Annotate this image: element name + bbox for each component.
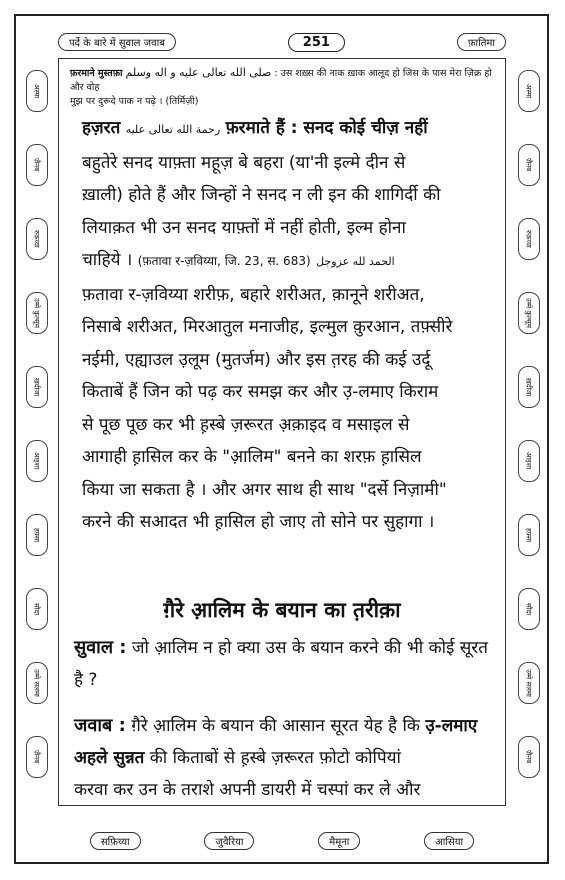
body-line: लियाक़त भी उन सनद याफ़्तों में नहीं होती, इल्म होना bbox=[82, 217, 406, 238]
side-badge: सौदा bbox=[518, 588, 540, 630]
side-badge: उम्मे कुल्सूम bbox=[26, 292, 48, 334]
side-badge: आइशा bbox=[26, 440, 48, 482]
footer-tag: आसिया bbox=[424, 832, 474, 850]
body-line: से पूछ पूछ कर भी ह़स्बे ज़रूरत अ़क़ाइद व मसाइल से bbox=[82, 414, 410, 435]
note-arabic: صلى الله تعالى عليه و اله وسلم bbox=[125, 66, 272, 79]
body-line-1 bbox=[82, 112, 502, 147]
arabic-blessing: رحمة الله تعالى عليه bbox=[125, 123, 221, 136]
header-right-tag: फ़ातिमा bbox=[457, 33, 506, 51]
main-text bbox=[82, 112, 502, 539]
footer-tag: जुवैरिया bbox=[204, 832, 254, 850]
answer-line-2: की किताबों से ह़स्बे ज़रूरत फ़ोटो कोपियां bbox=[149, 748, 401, 768]
answer-block bbox=[74, 710, 504, 806]
page-number: 251 bbox=[288, 33, 345, 52]
hadith-note bbox=[70, 66, 500, 109]
note-label: फ़रमाने मुस्तफ़ा bbox=[70, 68, 123, 79]
reference: (फ़तावा र-ज़विय्या, जि. 23, स. 683) bbox=[137, 254, 311, 268]
side-badge: अस्मा bbox=[518, 70, 540, 112]
question-label: सुवाल : bbox=[74, 637, 127, 658]
footer-tag: सफ़िय्या bbox=[90, 832, 141, 850]
body-line-5 bbox=[82, 244, 502, 279]
side-badge: उम्मे कुल्सूम bbox=[518, 292, 540, 334]
answer-line-2-bold: अहले सुन्नत bbox=[74, 748, 145, 768]
body-line: नईमी, एह्याउल उ़लूम (मुतर्जम) और इस त़रह की कई उर्दू bbox=[82, 349, 431, 370]
body-line-5-start: चाहिये । bbox=[82, 250, 133, 270]
side-badge: रुक़य्या bbox=[26, 218, 48, 260]
footer-tag: मैमूना bbox=[318, 832, 360, 850]
header-left-tag: पर्दे के बारे में सुवाल जवाब bbox=[58, 33, 176, 51]
answer-text: ग़ैरे आ़लिम के बयान की आसान सूरत येह है कि bbox=[131, 716, 420, 736]
side-badge: ज़ैनब bbox=[518, 144, 540, 186]
side-badge: उम्मे सलमा bbox=[518, 662, 540, 704]
answer-bold: उ़-लमाए bbox=[425, 716, 478, 736]
body-line: आगाही ह़ासिल कर के "आ़लिम" बनने का शरफ़ ह़ासिल bbox=[82, 447, 422, 467]
page-footer bbox=[58, 830, 506, 852]
side-badge: अस्मा bbox=[26, 70, 48, 112]
side-badge: हफ़्सा bbox=[26, 514, 48, 556]
side-badge: ज़ैनब bbox=[518, 736, 540, 778]
note-text: : उस शख़्स की नाक ख़ाक आलूद हो जिस के पास मेरा ज़िक्र हो और वोह bbox=[70, 68, 492, 93]
body-line: निसाबे शरीअत, मिरआतुल मनाजीह, इल्मुल क़ुरआन, तफ़्सीरे bbox=[82, 317, 453, 337]
side-badge: आइशा bbox=[518, 440, 540, 482]
question-text: जो आ़लिम न हो क्या उस के बयान करने की भी कोई सूरत bbox=[131, 638, 488, 658]
side-badge: ज़ैनब bbox=[26, 736, 48, 778]
body-line: ख़ाली) होते हैं और जिन्हों ने सनद न ली इन की शागिर्दी की bbox=[82, 185, 441, 205]
side-badge: ख़दीजा bbox=[26, 366, 48, 408]
section-heading: ग़ैरे आ़लिम के बयान का त़रीक़ा bbox=[163, 598, 401, 622]
note-text-2: मुझ पर दुरूदे पाक न पढ़े । (तिर्मिज़ी) bbox=[70, 96, 199, 107]
question-text-2: है ? bbox=[74, 670, 98, 690]
side-badge: ज़ैनब bbox=[26, 144, 48, 186]
body-line: बहुतेरे सनद याफ़्ता महूज़ बे बहरा (या'नी इल्मे दीन से bbox=[82, 152, 406, 173]
body-line: करने की सआदत भी ह़ासिल हो जाए तो सोने पर सुहागा । bbox=[82, 512, 435, 532]
arabic-hamd: الحمد لله عزوجل bbox=[316, 255, 395, 268]
answer-label: जवाब : bbox=[74, 715, 126, 736]
answer-line-3: करवा कर उन के तराशे अपनी डायरी में चस्पां कर ले और bbox=[74, 780, 421, 800]
question-block bbox=[74, 632, 504, 696]
side-badge: रुक़य्या bbox=[518, 218, 540, 260]
page-header bbox=[58, 30, 506, 54]
hazrat-word: हज़रत bbox=[82, 118, 121, 138]
side-badge: हफ़्सा bbox=[518, 514, 540, 556]
side-badge: उम्मे सलमा bbox=[26, 662, 48, 704]
body-line: फ़तावा र-ज़विय्या शरीफ़, बहारे शरीअत, क़ानूने शरीअत, bbox=[82, 284, 425, 305]
body-line: किया जा सकता है । और अगर साथ ही साथ "दर्से निज़ामी" bbox=[82, 479, 447, 500]
body-line-1-rest: फ़रमाते हैं : सनद कोई चीज़ नहीं bbox=[225, 118, 428, 138]
body-line: किताबें हैं जिन को पढ़ कर समझ कर और उ़-लमाए किराम bbox=[82, 382, 439, 402]
side-badge: सौदा bbox=[26, 588, 48, 630]
side-badge: ख़दीजा bbox=[518, 366, 540, 408]
